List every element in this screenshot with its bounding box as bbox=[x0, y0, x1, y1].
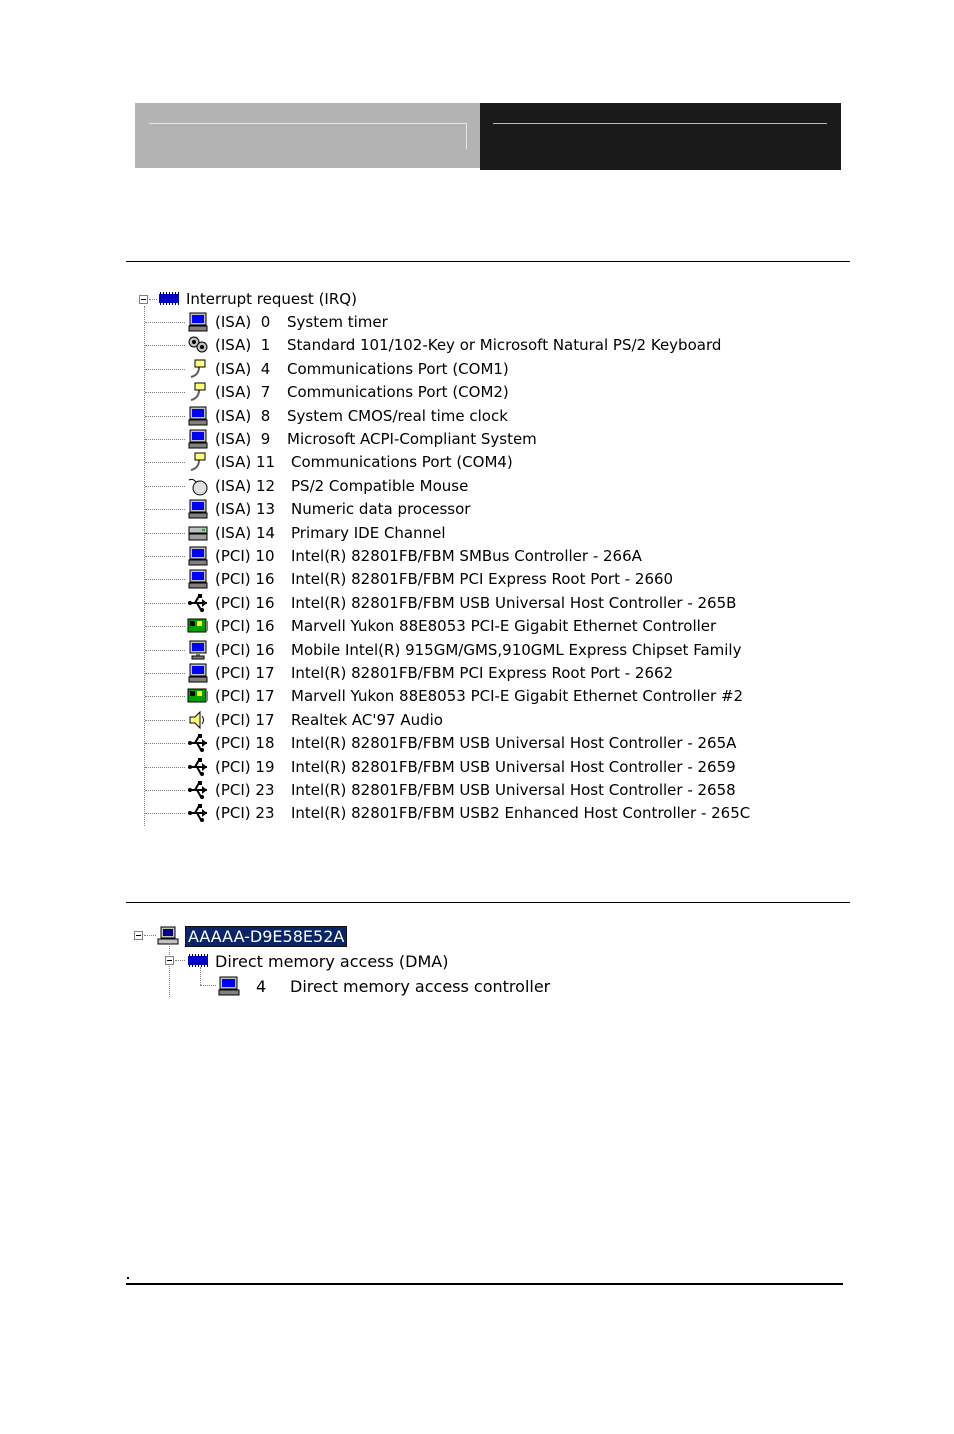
tree-line bbox=[145, 462, 185, 464]
mouse-icon bbox=[187, 476, 209, 496]
irq-bus: (PCI) 23 bbox=[215, 804, 275, 822]
network-card-icon bbox=[187, 616, 209, 636]
irq-device-name: Intel(R) 82801FB/FBM USB Universal Host Controller - 2658 bbox=[291, 781, 736, 799]
irq-device-name: Communications Port (COM4) bbox=[291, 453, 513, 471]
usb-icon bbox=[187, 780, 209, 800]
tree-line bbox=[145, 345, 185, 347]
irq-item[interactable] bbox=[187, 311, 388, 333]
irq-item[interactable] bbox=[187, 779, 736, 801]
irq-bus: (PCI) 16 bbox=[215, 641, 275, 659]
irq-device-name: Intel(R) 82801FB/FBM USB2 Enhanced Host Controller - 265C bbox=[291, 804, 751, 822]
irq-bus: (ISA) 0 bbox=[215, 313, 271, 331]
irq-item[interactable] bbox=[187, 662, 673, 684]
irq-item[interactable] bbox=[187, 545, 642, 567]
irq-device-name: Mobile Intel(R) 915GM/GMS,910GML Express Chipset Family bbox=[291, 641, 742, 659]
header-banner-left bbox=[135, 103, 480, 168]
port-icon bbox=[187, 359, 209, 379]
dma-group-label: Direct memory access (DMA) bbox=[215, 951, 449, 971]
irq-root-label: Interrupt request (IRQ) bbox=[186, 290, 357, 308]
tree-line bbox=[145, 556, 185, 558]
irq-item[interactable] bbox=[187, 405, 508, 427]
computer-icon bbox=[157, 926, 179, 946]
irq-bus: (PCI) 16 bbox=[215, 617, 275, 635]
tree-line bbox=[145, 486, 185, 488]
irq-item[interactable] bbox=[187, 522, 446, 544]
section-divider bbox=[126, 902, 850, 903]
tree-line bbox=[144, 306, 146, 826]
irq-device-name: Standard 101/102-Key or Microsoft Natural PS/2 Keyboard bbox=[287, 336, 722, 354]
irq-device-name: Microsoft ACPI-Compliant System bbox=[287, 430, 537, 448]
tree-line bbox=[145, 439, 185, 441]
irq-item[interactable] bbox=[187, 334, 721, 356]
irq-item[interactable] bbox=[187, 498, 470, 520]
irq-bus: (ISA) 14 bbox=[215, 524, 276, 542]
port-icon bbox=[187, 452, 209, 472]
tree-line bbox=[145, 743, 185, 745]
usb-icon bbox=[187, 757, 209, 777]
header-rule bbox=[149, 123, 467, 124]
tree-line bbox=[200, 967, 202, 985]
tree-line bbox=[145, 579, 185, 581]
display-icon bbox=[187, 640, 209, 660]
irq-item[interactable] bbox=[187, 756, 736, 778]
tree-line bbox=[145, 720, 185, 722]
dma-group[interactable] bbox=[187, 949, 448, 973]
irq-device-name: Intel(R) 82801FB/FBM USB Universal Host Controller - 2659 bbox=[291, 758, 736, 776]
irq-item[interactable] bbox=[187, 732, 736, 754]
usb-icon bbox=[187, 593, 209, 613]
tree-line bbox=[144, 935, 156, 937]
network-card-icon bbox=[187, 686, 209, 706]
tree-line bbox=[200, 985, 216, 987]
irq-device-name: Intel(R) 82801FB/FBM USB Universal Host Controller - 265B bbox=[291, 594, 737, 612]
irq-bus: (PCI) 23 bbox=[215, 781, 275, 799]
irq-device-name: Intel(R) 82801FB/FBM USB Universal Host Controller - 265A bbox=[291, 734, 737, 752]
irq-item[interactable] bbox=[187, 568, 673, 590]
irq-device-name: PS/2 Compatible Mouse bbox=[291, 477, 469, 495]
irq-device-name: Intel(R) 82801FB/FBM PCI Express Root Port - 2662 bbox=[291, 664, 674, 682]
irq-device-name: Marvell Yukon 88E8053 PCI-E Gigabit Ethernet Controller #2 bbox=[291, 687, 744, 705]
computer-name: AAAAA-D9E58E52A bbox=[185, 926, 347, 947]
tree-line bbox=[145, 650, 185, 652]
irq-bus: (PCI) 19 bbox=[215, 758, 275, 776]
computer-icon bbox=[187, 406, 209, 426]
irq-item[interactable] bbox=[187, 639, 741, 661]
irq-device-name: System timer bbox=[287, 313, 388, 331]
tree-line bbox=[145, 533, 185, 535]
computer-icon bbox=[187, 312, 209, 332]
tree-line bbox=[145, 603, 185, 605]
tree-line bbox=[145, 696, 185, 698]
irq-bus: (ISA) 8 bbox=[215, 407, 271, 425]
irq-device-name: Intel(R) 82801FB/FBM PCI Express Root Port - 2660 bbox=[291, 570, 674, 588]
footer-mark bbox=[127, 1277, 129, 1279]
irq-item[interactable] bbox=[187, 615, 716, 637]
irq-bus: (PCI) 10 bbox=[215, 547, 275, 565]
tree-line bbox=[145, 322, 185, 324]
keyboard-icon bbox=[187, 335, 209, 355]
tree-line bbox=[145, 509, 185, 511]
tree-line bbox=[145, 813, 185, 815]
irq-device-name: Primary IDE Channel bbox=[291, 524, 446, 542]
tree-line bbox=[175, 960, 185, 962]
dma-item-name: Direct memory access controller bbox=[290, 976, 551, 996]
tree-line bbox=[169, 943, 171, 997]
irq-item[interactable] bbox=[187, 381, 509, 403]
computer-icon bbox=[187, 663, 209, 683]
collapse-toggle[interactable] bbox=[139, 295, 148, 304]
tree-line bbox=[145, 790, 185, 792]
irq-device-name: Communications Port (COM2) bbox=[287, 383, 509, 401]
irq-bus: (ISA) 13 bbox=[215, 500, 276, 518]
header-banner-right bbox=[480, 103, 841, 170]
tree-line bbox=[145, 767, 185, 769]
chip-icon bbox=[158, 289, 180, 309]
section-divider bbox=[126, 261, 850, 262]
usb-icon bbox=[187, 803, 209, 823]
irq-bus: (PCI) 17 bbox=[215, 711, 275, 729]
irq-bus: (ISA) 4 bbox=[215, 360, 271, 378]
irq-bus: (PCI) 17 bbox=[215, 687, 275, 705]
irq-item[interactable] bbox=[187, 685, 743, 707]
irq-bus: (ISA) 1 bbox=[215, 336, 271, 354]
irq-bus: (ISA) 9 bbox=[215, 430, 271, 448]
tree-line bbox=[149, 299, 157, 301]
irq-bus: (ISA) 7 bbox=[215, 383, 271, 401]
header-rule bbox=[493, 123, 827, 124]
tree-line bbox=[145, 416, 185, 418]
speaker-icon bbox=[187, 710, 209, 730]
irq-item[interactable] bbox=[187, 428, 537, 450]
irq-device-name: System CMOS/real time clock bbox=[287, 407, 508, 425]
tree-line bbox=[145, 392, 185, 394]
port-icon bbox=[187, 382, 209, 402]
usb-icon bbox=[187, 733, 209, 753]
irq-device-name: Realtek AC'97 Audio bbox=[291, 711, 443, 729]
computer-icon bbox=[187, 429, 209, 449]
ide-icon bbox=[187, 523, 209, 543]
irq-bus: (PCI) 17 bbox=[215, 664, 275, 682]
irq-bus: (ISA) 11 bbox=[215, 453, 276, 471]
computer-icon bbox=[218, 976, 240, 996]
computer-node[interactable] bbox=[157, 924, 347, 948]
dma-channel: 4 bbox=[256, 976, 267, 996]
tree-line bbox=[145, 369, 185, 371]
irq-item[interactable] bbox=[187, 709, 443, 731]
collapse-toggle[interactable] bbox=[134, 931, 143, 940]
irq-item[interactable] bbox=[187, 451, 513, 473]
computer-icon bbox=[187, 499, 209, 519]
irq-bus: (PCI) 16 bbox=[215, 594, 275, 612]
dma-item[interactable] bbox=[218, 974, 550, 998]
irq-bus: (PCI) 16 bbox=[215, 570, 275, 588]
irq-root[interactable] bbox=[158, 288, 357, 310]
tree-line bbox=[145, 626, 185, 628]
irq-bus: (ISA) 12 bbox=[215, 477, 276, 495]
computer-icon bbox=[187, 569, 209, 589]
irq-item[interactable] bbox=[187, 592, 736, 614]
irq-item[interactable] bbox=[187, 475, 468, 497]
collapse-toggle[interactable] bbox=[165, 956, 174, 965]
tree-line bbox=[145, 673, 185, 675]
irq-device-name: Communications Port (COM1) bbox=[287, 360, 509, 378]
irq-device-name: Numeric data processor bbox=[291, 500, 471, 518]
irq-bus: (PCI) 18 bbox=[215, 734, 275, 752]
irq-item[interactable] bbox=[187, 358, 509, 380]
footer-rule bbox=[126, 1283, 843, 1285]
irq-device-name: Intel(R) 82801FB/FBM SMBus Controller - 266A bbox=[291, 547, 642, 565]
header-rule-vertical bbox=[466, 123, 467, 149]
chip-icon bbox=[187, 951, 209, 971]
irq-item[interactable] bbox=[187, 802, 750, 824]
computer-icon bbox=[187, 546, 209, 566]
irq-device-name: Marvell Yukon 88E8053 PCI-E Gigabit Ethernet Controller bbox=[291, 617, 717, 635]
